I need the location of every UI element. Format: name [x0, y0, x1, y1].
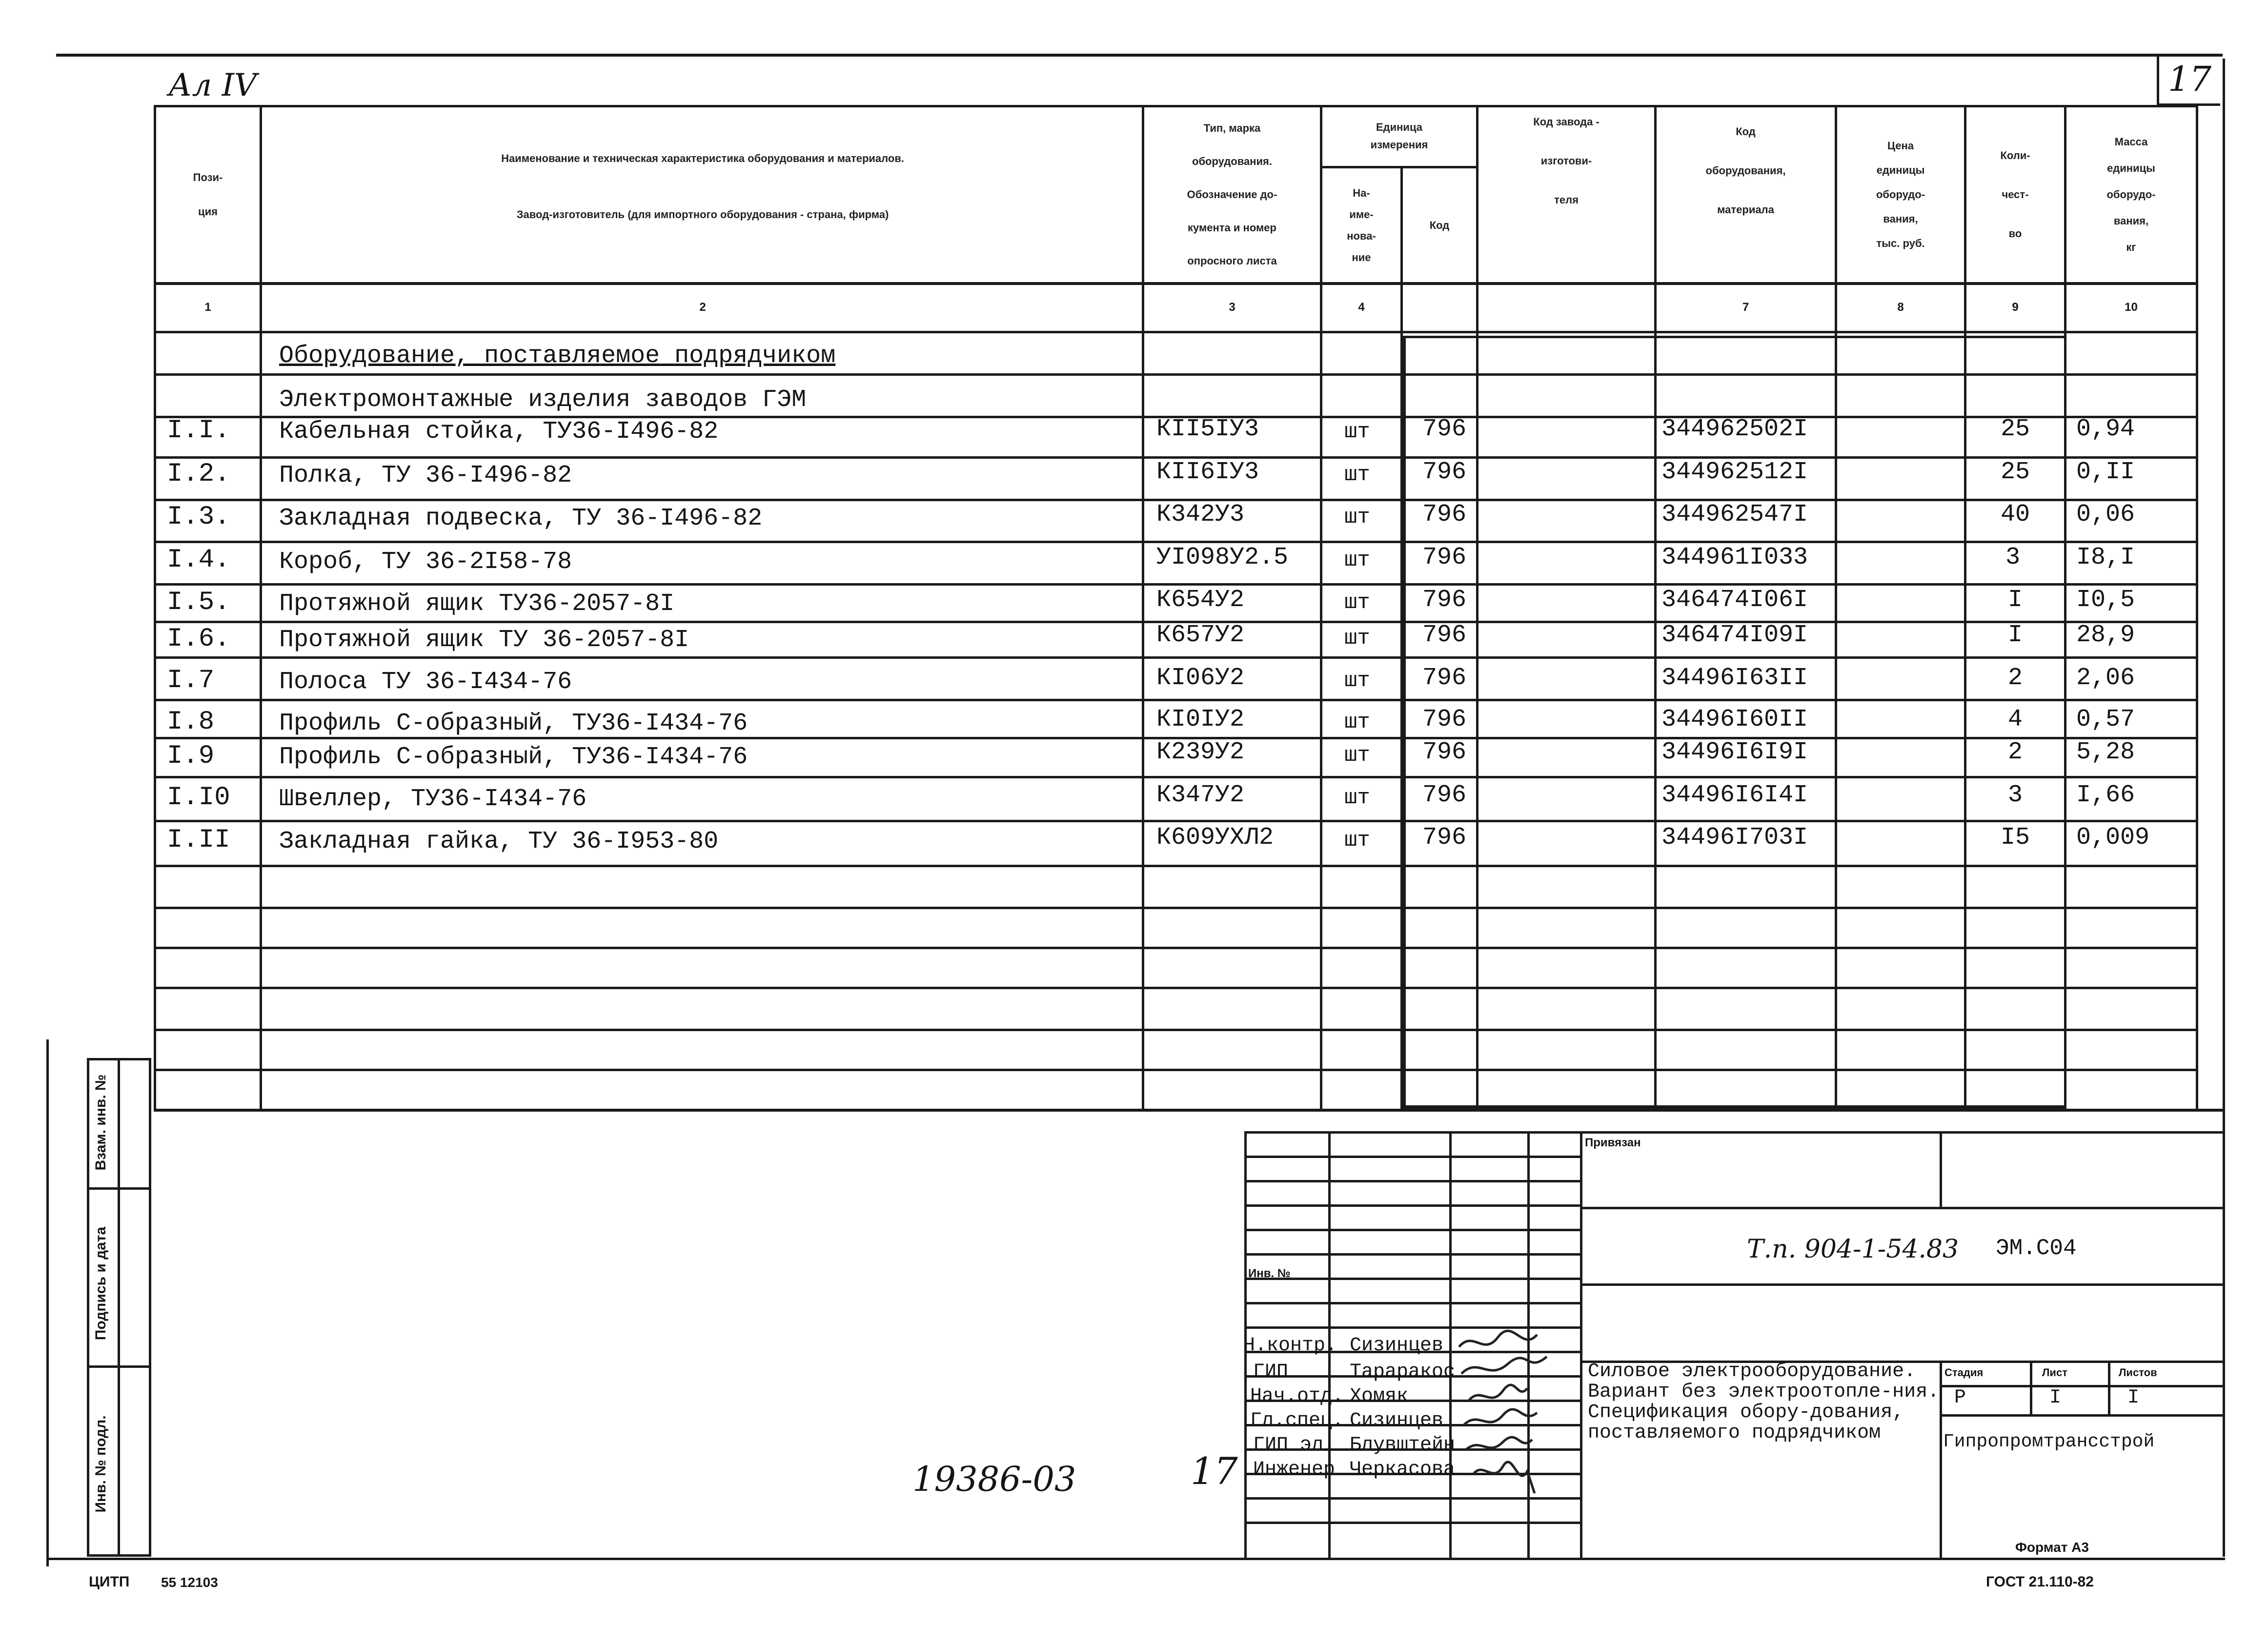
page-number-box	[2157, 55, 2220, 106]
tb-h	[1244, 1180, 1580, 1182]
row-line	[154, 987, 2198, 989]
table-row-mass: 0,009	[2076, 824, 2150, 852]
colnum-7: 7	[1742, 301, 1749, 314]
tb-h	[1244, 1302, 1580, 1304]
citp-number: 55 12103	[161, 1575, 218, 1590]
table-row-code: 34496I6I4I	[1661, 781, 1808, 809]
gost-label: ГОСТ 21.110-82	[1986, 1574, 2094, 1590]
tb-h	[1244, 1522, 1580, 1524]
table-row-code: 344961I033	[1661, 544, 1808, 571]
header-manufacturer-code: Код завода - изготови- теля	[1533, 116, 1600, 206]
colnum-3: 3	[1229, 301, 1235, 314]
stage-label: Стадия	[1944, 1366, 1984, 1379]
table-row-type: КI0IУ2	[1156, 706, 1245, 733]
top-rule	[56, 54, 2223, 57]
document-description: Силовое электрооборудование. Вариант без электроотопле-ния. Спецификация обору-дования, поставляемого подрядчиком	[1588, 1361, 1940, 1444]
table-row-unit-code: 796	[1422, 501, 1467, 528]
signature-scribble	[1466, 1437, 1532, 1449]
table-row-mass: 0,II	[2076, 458, 2135, 486]
table-row-type: К654У2	[1156, 586, 1245, 614]
tb-v-stage-2	[2108, 1361, 2110, 1414]
tb-h	[1244, 1204, 1580, 1207]
col-line-6	[1654, 105, 1657, 1110]
col-line-1	[260, 105, 262, 1110]
table-row-unit: шт	[1344, 710, 1370, 734]
table-row-name: Полка, ТУ 36-I496-82	[279, 462, 572, 489]
row-line	[154, 656, 2198, 659]
table-row-code: 346474I09I	[1661, 621, 1808, 649]
role-name: Блувштейн	[1350, 1434, 1456, 1456]
row-line	[154, 1029, 2198, 1031]
table-row-code: 34496I60II	[1661, 706, 1808, 733]
table-row-name: Кабельная стойка, ТУ36-I496-82	[279, 418, 719, 446]
table-row-mass: I8,I	[2076, 544, 2135, 571]
table-row-position: I.2.	[167, 459, 230, 489]
row-line	[154, 373, 2198, 376]
side-stamp-inv-podl: Инв. № подл.	[93, 1415, 109, 1513]
header-type: Тип, марка оборудования. Обозначение до- кумента и номер опросного листа	[1187, 122, 1277, 267]
row-line	[154, 865, 2198, 867]
role-label: Н.контр.	[1243, 1335, 1337, 1357]
header-unit-group: Единица измерения	[1370, 121, 1428, 151]
tb-v-right-1	[1580, 1131, 1582, 1558]
table-row-code: 34496I6I9I	[1661, 738, 1808, 766]
table-row-qty: 2	[2008, 664, 2023, 692]
table-row-unit-code: 796	[1422, 544, 1467, 571]
role-name: Тараракос	[1350, 1361, 1456, 1383]
sheets-value: I	[2127, 1387, 2140, 1409]
tb-v2	[1449, 1131, 1452, 1558]
table-row-code: 344962512I	[1661, 458, 1808, 486]
signature-scribble	[1459, 1331, 1537, 1347]
table-row-position: I.II	[167, 825, 230, 855]
table-row-qty: I	[2008, 586, 2023, 614]
table-row-position: I.3.	[167, 502, 230, 532]
page-mark: 17	[1191, 1449, 1238, 1493]
signature-scribble	[1474, 1462, 1535, 1493]
colnum-1: 1	[204, 301, 211, 314]
header-unit-name: На- име- нова- ние	[1347, 186, 1376, 264]
table-row-unit-code: 796	[1422, 458, 1467, 486]
table-row-position: I.I0	[167, 783, 230, 813]
header-bottom-line	[154, 282, 2198, 285]
signature-marks	[1454, 1327, 1552, 1513]
outer-right-border	[2223, 59, 2225, 1557]
table-row-name: Закладная подвеска, ТУ 36-I496-82	[279, 505, 763, 532]
table-row-name: Швеллер, ТУ36-I434-76	[279, 785, 587, 813]
role-label: Инженер	[1253, 1459, 1336, 1481]
signature-scribble	[1464, 1409, 1537, 1425]
tb-h	[1244, 1278, 1580, 1280]
colnum-8: 8	[1897, 301, 1904, 314]
sheet-mark: Ал IV	[168, 67, 257, 103]
tb-h	[1244, 1253, 1580, 1256]
table-row-unit-code: 796	[1422, 586, 1467, 614]
role-label: ГИП эл.	[1253, 1434, 1336, 1456]
tb-h-stage-top	[1940, 1385, 2223, 1387]
colnum-2: 2	[699, 301, 706, 314]
table-row-unit-code: 796	[1422, 415, 1467, 443]
table-row-mass: 0,06	[2076, 501, 2135, 528]
table-row-unit: шт	[1344, 743, 1370, 768]
table-row-type: УI098У2.5	[1156, 544, 1289, 571]
table-row-position: I.7	[167, 666, 215, 695]
organization-name: Гипропромтрансстрой	[1943, 1431, 2155, 1452]
role-name: Хомяк	[1350, 1385, 1409, 1407]
row-line	[154, 820, 2198, 822]
table-row-unit: шт	[1344, 420, 1370, 444]
inv-no-label: Инв. №	[1248, 1267, 1291, 1280]
header-name-line2: Завод-изготовитель (для импортного оборудования - страна, фирма)	[516, 208, 889, 221]
stage-value: Р	[1954, 1387, 1966, 1409]
header-unit-code: Код	[1429, 219, 1450, 231]
table-row-mass: I0,5	[2076, 586, 2135, 614]
tb-v-stage-1	[2030, 1361, 2032, 1414]
table-row-name: Полоса ТУ 36-I434-76	[279, 668, 572, 696]
table-row-unit: шт	[1344, 505, 1370, 529]
table-row-qty: I	[2008, 621, 2023, 649]
header-quantity: Коли- чест- во	[2000, 149, 2030, 240]
page-number: 17	[2167, 59, 2212, 99]
row-line	[154, 1069, 2198, 1071]
tb-h	[1244, 1131, 2223, 1134]
table-row-unit-code: 796	[1422, 781, 1467, 809]
table-row-code: 346474I06I	[1661, 586, 1808, 614]
table-row-unit-code: 796	[1422, 824, 1467, 852]
header-position: Пози- ция	[193, 171, 223, 218]
signature-scribble	[1469, 1385, 1527, 1401]
row-line	[154, 947, 2198, 949]
table-row-name: Профиль С-образный, ТУ36-I434-76	[279, 710, 748, 737]
header-price: Цена единицы оборудо- вания, тыс. руб.	[1876, 140, 1925, 249]
table-row-code: 344962547I	[1661, 501, 1808, 528]
table-row-mass: I,66	[2076, 781, 2135, 809]
table-row-type: КII6IУ3	[1156, 458, 1259, 486]
table-row-unit: шт	[1344, 828, 1370, 853]
colnum-10: 10	[2125, 301, 2138, 314]
side-stamp-row-line	[89, 1187, 149, 1190]
table-row-code: 34496I63II	[1661, 664, 1808, 692]
tb-h	[1244, 1156, 1580, 1158]
table-row-mass: 5,28	[2076, 738, 2135, 766]
table-row-position: I.9	[167, 741, 215, 771]
col-line-10	[2196, 105, 2198, 1110]
section-title: Оборудование, поставляемое подрядчиком	[279, 342, 836, 370]
tb-v-privyazan	[1940, 1131, 1942, 1207]
archive-number: 19386-03	[912, 1459, 1076, 1499]
doc-code-handwritten: Т.п. 904-1-54.83	[1747, 1235, 1959, 1264]
side-stamp-vzam: Взам. инв. №	[93, 1074, 109, 1171]
thick-bottom-seg	[1402, 1105, 2064, 1109]
doc-code: ЭМ.С04	[1996, 1236, 2077, 1261]
table-row-code: 344962502I	[1661, 415, 1808, 443]
table-row-type: К347У2	[1156, 781, 1245, 809]
table-row-unit: шт	[1344, 786, 1370, 810]
table-row-unit-code: 796	[1422, 664, 1467, 692]
table-row-mass: 0,57	[2076, 706, 2135, 733]
colnum-bottom-thick	[1402, 336, 2064, 338]
sheets-label: Листов	[2119, 1366, 2157, 1379]
table-row-type: К657У2	[1156, 621, 1245, 649]
sheet-label: Лист	[2042, 1366, 2067, 1379]
tb-h	[1244, 1229, 1580, 1231]
col-line-4-5-thick	[1402, 337, 1406, 1110]
table-row-qty: 40	[2001, 501, 2030, 528]
table-row-position: I.5.	[167, 588, 230, 617]
table-row-unit-code: 796	[1422, 706, 1467, 733]
role-label: ГИП	[1253, 1361, 1289, 1383]
colnum-4: 4	[1358, 301, 1365, 314]
row-line	[154, 907, 2198, 909]
header-name-line1: Наименование и техническая характеристика оборудования и материалов.	[501, 152, 904, 164]
table-row-unit: шт	[1344, 590, 1370, 615]
table-row-type: КII5IУ3	[1156, 415, 1259, 443]
format-label: Формат А3	[2015, 1540, 2089, 1555]
row-line	[154, 776, 2198, 778]
table-bottom-border	[154, 1109, 2225, 1112]
signature-scribble	[1461, 1357, 1547, 1374]
privyazan-label: Привязан	[1585, 1136, 1641, 1149]
table-row-name: Протяжной ящик ТУ36-2057-8I	[279, 590, 675, 618]
table-row-unit: шт	[1344, 463, 1370, 487]
role-label: Гл.спец.	[1250, 1410, 1344, 1432]
colnum-9: 9	[2012, 301, 2019, 314]
table-row-qty: 3	[2005, 544, 2021, 571]
tb-h-stage-bottom	[1940, 1414, 2223, 1417]
table-row-name: Закладная гайка, ТУ 36-I953-80	[279, 828, 719, 855]
table-row-type: К239У2	[1156, 738, 1245, 766]
role-label: Нач.отд.	[1250, 1385, 1344, 1407]
role-name: Черкасова	[1350, 1459, 1456, 1481]
role-name: Сизинцев	[1350, 1410, 1444, 1432]
header-equipment-code: Код оборудования, материала	[1705, 125, 1786, 216]
table-row-qty: 3	[2008, 781, 2023, 809]
table-row-position: I.8	[167, 707, 215, 737]
header-mass: Масса единицы оборудо- вания, кг	[2106, 136, 2156, 253]
table-row-unit: шт	[1344, 626, 1370, 650]
subsection-title: Электромонтажные изделия заводов ГЭМ	[279, 386, 807, 414]
table-row-type: К609УХЛ2	[1156, 824, 1274, 852]
table-row-position: I.I.	[167, 416, 230, 446]
table-row-position: I.6.	[167, 624, 230, 654]
table-row-name: Профиль С-образный, ТУ36-I434-76	[279, 743, 748, 771]
table-row-mass: 28,9	[2076, 621, 2135, 649]
outer-left-border	[46, 1039, 49, 1566]
table-row-unit: шт	[1344, 548, 1370, 572]
table-row-qty: I5	[2001, 824, 2030, 852]
side-stamp-podpis: Подпись и дата	[93, 1226, 109, 1341]
tb-h-code-bottom	[1580, 1283, 2223, 1286]
table-row-unit: шт	[1344, 669, 1370, 693]
table-row-mass: 2,06	[2076, 664, 2135, 692]
citp-label: ЦИТП	[89, 1574, 130, 1590]
table-row-mass: 0,94	[2076, 415, 2135, 443]
table-row-unit-code: 796	[1422, 738, 1467, 766]
table-row-name: Короб, ТУ 36-2I58-78	[279, 548, 572, 576]
table-row-qty: 25	[2001, 458, 2030, 486]
table-row-qty: 25	[2001, 415, 2030, 443]
sheet-value: I	[2049, 1387, 2062, 1409]
col-line-5	[1476, 105, 1478, 1110]
table-row-type: К342У3	[1156, 501, 1245, 528]
table-row-type: КI06У2	[1156, 664, 1245, 692]
row-line	[154, 699, 2198, 701]
table-row-position: I.4.	[167, 545, 230, 575]
colnum-bottom-line	[154, 331, 2198, 333]
role-name: Сизинцев	[1350, 1335, 1444, 1357]
table-row-name: Протяжной ящик ТУ 36-2057-8I	[279, 626, 689, 654]
table-row-qty: 4	[2008, 706, 2023, 733]
table-row-unit-code: 796	[1422, 621, 1467, 649]
table-row-qty: 2	[2008, 738, 2023, 766]
table-row-code: 34496I703I	[1661, 824, 1808, 852]
tb-h-privyazan-bottom	[1580, 1207, 2223, 1209]
side-stamp-divider	[118, 1060, 120, 1554]
outer-bottom-border	[46, 1558, 2225, 1560]
